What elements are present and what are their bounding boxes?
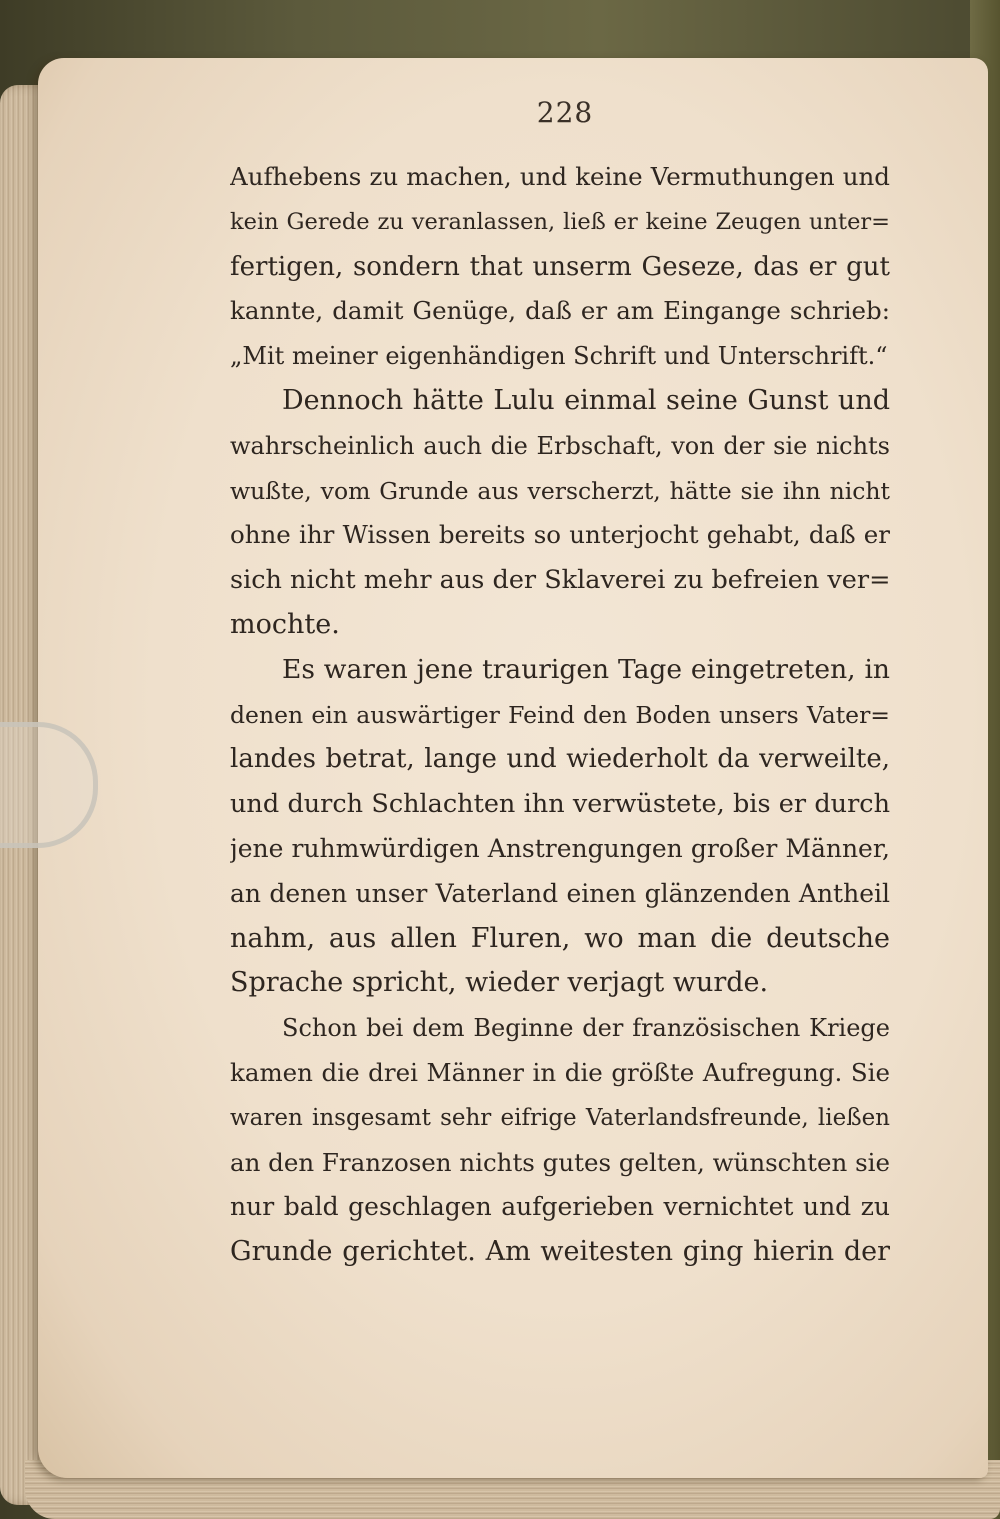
text-line: wahrscheinlich auch die Erbschaft, von der sie nichts [230,431,890,460]
text-line: nur bald geschlagen aufgerieben vernichtet und zu [230,1192,890,1222]
text-line: Sprache spricht, wieder verjagt wurde. [230,967,769,999]
text-line: und durch Schlachten ihn verwüstete, bis er durch [230,789,890,820]
text-line: kannte, damit Genüge, daß er am Eingange schrieb: [230,296,890,326]
page-text-block [230,155,890,1275]
text-line: sich nicht mehr aus der Sklaverei zu befreien ver= [230,565,890,596]
text-line: kamen die drei Männer in die größte Aufregung. Sie [230,1057,890,1087]
text-line: „Mit meiner eigenhändigen Schrift und Unterschrift.“ [230,342,888,371]
text-line: Aufhebens zu machen, und keine Vermuthungen und [230,162,890,191]
text-line: Dennoch hätte Lulu einmal seine Gunst und [282,384,890,416]
text-line: fertigen, sondern that unserm Geseze, das er gut [230,251,890,282]
text-line: kein Gerede zu veranlassen, ließ er keine Zeugen unter= [230,208,890,235]
text-line: nahm, aus allen Fluren, wo man die deutsche [230,922,890,954]
text-line: Es waren jene traurigen Tage eingetreten, in [282,653,890,685]
text-line: Schon bei dem Beginne der französischen Kriege [282,1014,890,1043]
text-line: mochte. [230,608,340,640]
text-line: waren insgesamt sehr eifrige Vaterlandsfreunde, ließen [230,1104,890,1131]
text-line: landes betrat, lange und wiederholt da verweilte, [230,744,890,775]
text-line: denen ein auswärtiger Feind den Boden unsers Vater= [230,700,890,729]
page-number: 228 [536,96,594,129]
text-line: wußte, vom Grunde aus verscherzt, hätte sie ihn nicht [230,476,890,505]
text-line: an den Franzosen nichts gutes gelten, wünschten sie [230,1147,890,1177]
text-line: Grunde gerichtet. Am weitesten ging hierin der [230,1236,890,1268]
text-line: an denen unser Vaterland einen glänzenden Antheil [230,878,890,908]
text-line: jene ruhmwürdigen Anstrengungen großer Männer, [230,833,890,863]
text-line: ohne ihr Wissen bereits so unterjocht gehabt, daß er [230,520,890,550]
